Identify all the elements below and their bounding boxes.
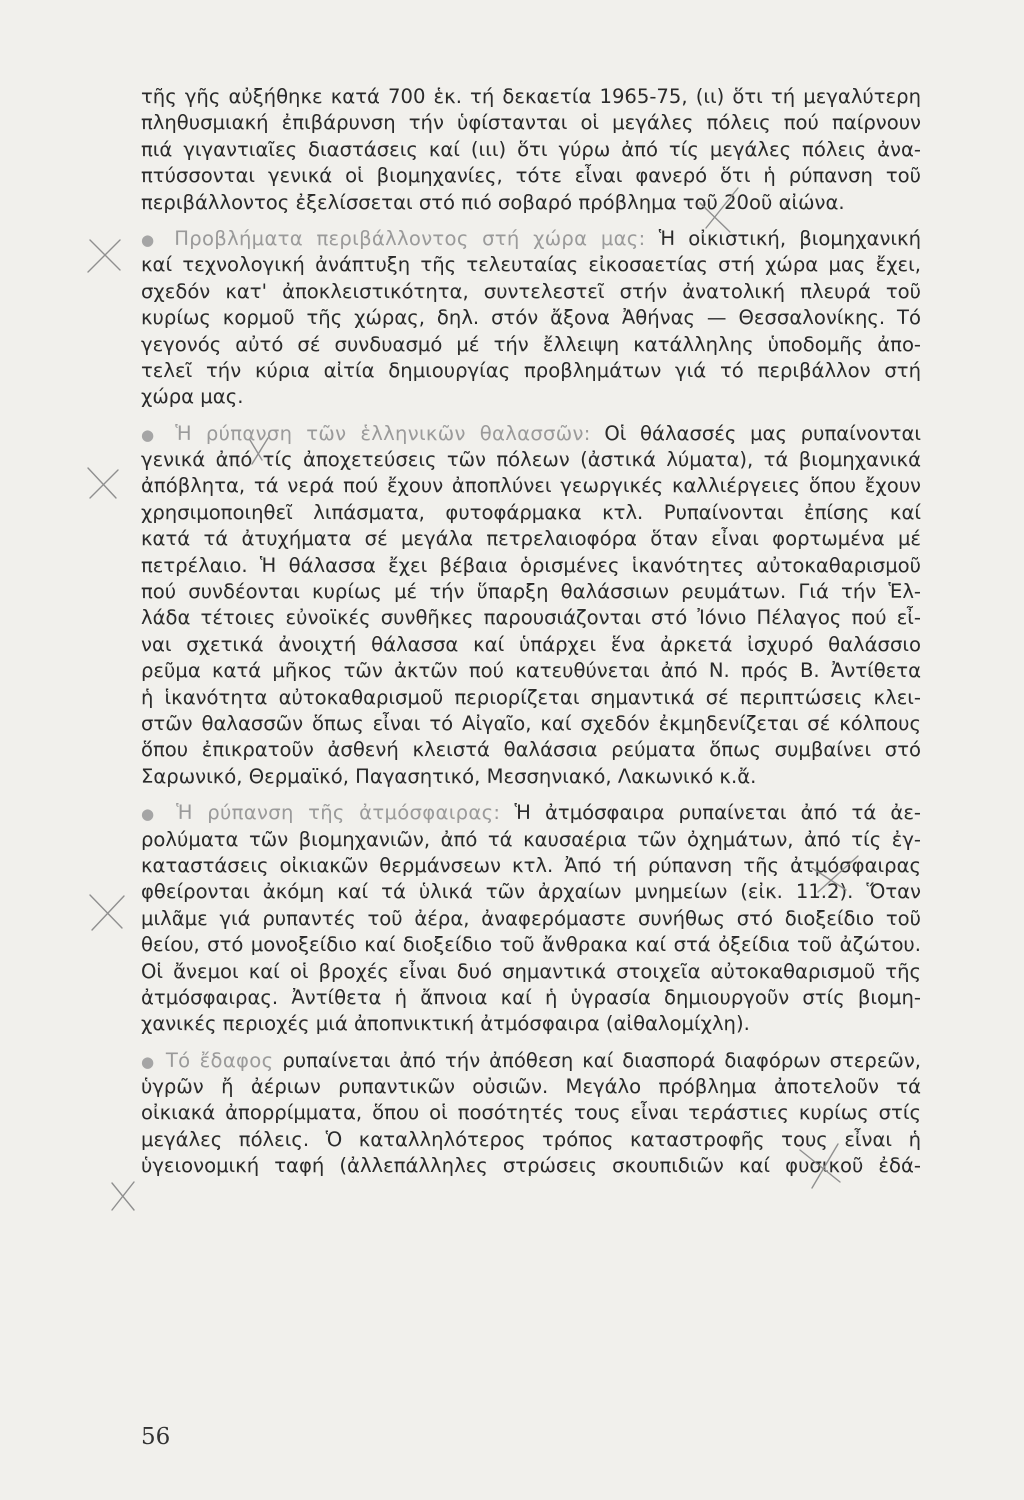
text-run: Οἱ θάλασσές μας ρυπαίνονται — [604, 421, 922, 445]
text-line: μεγάλες πόλεις. Ὁ καταλληλότερος τρόπος καταστροφῆς τους εἶναι ἡ — [141, 1127, 921, 1151]
text-line: πτύσσονται γενικά οἱ βιομηχανίες, τότε εἶναι φανερό ὅτι ἡ ρύπανση τοῦ — [141, 164, 921, 188]
text-line: πιά γιγαντιαῖες διαστάσεις καί (ιιι) ὅτι γύρω ἀπό τίς μεγάλες πόλεις ἀνα- — [141, 137, 921, 161]
section-heading: Τό ἔδαφος — [165, 1048, 274, 1072]
text-line: ἀπόβλητα, τά νερά πού ἔχουν ἀποπλύνει γεωργικές καλλιέργειες ὅπου ἔχουν — [141, 474, 921, 498]
text-run: ρυπαίνεται ἀπό τήν ἀπόθεση καί διασπορά διαφόρων στερεῶν, — [282, 1048, 922, 1072]
section-first-line — [141, 421, 921, 447]
text-line: μιλᾶμε γιά ρυπαντές τοῦ ἀέρα, ἀναφερόμαστε συνήθως στό διοξείδιο τοῦ — [141, 906, 921, 930]
text-line: ναι σχετικά ἀνοιχτή θάλασσα καί ὑπάρχει ἕνα ἀρκετά ἰσχυρό θαλάσσιο — [141, 632, 921, 656]
text-line: πληθυσμιακή ἐπιβάρυνση τήν ὑφίστανται οἱ μεγάλες πόλεις πού παίρνουν — [141, 111, 921, 135]
text-line: τῆς γῆς αὐξήθηκε κατά 700 ἑκ. τή δεκαετία 1965-75, (ιι) ὅτι τή μεγαλύτερη — [141, 85, 921, 108]
text-line: ρολύματα τῶν βιομηχανιῶν, ἀπό τά καυσαέρια τῶν ὀχημάτων, ἀπό τίς ἐγ- — [141, 827, 921, 851]
text-line: κυρίως κορμοῦ τῆς χώρας, δηλ. στόν ἄξονα Ἀθήνας — Θεσσαλονίκης. Τό — [141, 306, 921, 330]
text-line: φθείρονται ἀκόμη καί τά ὑλικά τῶν ἀρχαίων μνημείων (εἰκ. 11.2). Ὅταν — [141, 880, 921, 904]
pencil-cross-mark — [90, 895, 124, 930]
section-heading: Προβλήματα περιβάλλοντος στή χώρα μας: — [174, 226, 646, 250]
text-line: πού συνδέονται κυρίως μέ τήν ὕπαρξη θαλάσσιων ρευμάτων. Γιά τήν Ἑλ- — [141, 580, 921, 604]
text-run: Ἡ ἀτμόσφαιρα ρυπαίνεται ἀπό τά ἀε- — [514, 801, 921, 825]
text-line: περιβάλλοντος ἐξελίσσεται στό πιό σοβαρό πρόβλημα τοῦ 20οῦ αἰώνα. — [141, 190, 845, 214]
text-line: ἡ ἱκανότητα αὐτοκαθαρισμοῦ περιορίζεται σημαντικά σέ περιπτώσεις κλει- — [141, 685, 921, 709]
bullet-icon: ● — [141, 425, 162, 444]
text-line: ὅπου ἐπικρατοῦν ἀσθενή κλειστά θαλάσσια ρεύματα ὅπως συμβαίνει στό — [141, 738, 921, 762]
section-heading: Ἡ ρύπανση τῆς ἀτμόσφαιρας: — [176, 801, 501, 825]
text-line: καταστάσεις οἰκιακῶν θερμάνσεων κτλ. Ἀπό τή ρύπανση τῆς ἀτμόσφαιρας — [141, 853, 921, 877]
text-line: χρησιμοποιηθεῖ λιπάσματα, φυτοφάρμακα κτλ. Ρυπαίνονται ἐπίσης καί — [141, 500, 921, 524]
text-line: γενικά ἀπό τίς ἀποχετεύσεις τῶν πόλεων (ἀστικά λύματα), τά βιομηχανικά — [141, 448, 921, 472]
text-line: ὑγρῶν ἤ ἀέριων ρυπαντικῶν οὐσιῶν. Μεγάλο πρόβλημα ἀποτελοῦν τά — [141, 1075, 921, 1099]
text-line: στῶν θαλασσῶν ὅπως εἶναι τό Αἰγαῖο, καί σχεδόν ἐκμηδενίζεται σέ κόλπους — [141, 711, 921, 735]
text-line: καί τεχνολογική ἀνάπτυξη τῆς τελευταίας εἰκοσαετίας στή χώρα μας ἔχει, — [141, 253, 921, 277]
text-line: κατά τά ἀτυχήματα σέ μεγάλα πετρελαιοφόρα ὅταν εἶναι φορτωμένα μέ — [141, 527, 921, 551]
section-air-pollution — [141, 800, 921, 1038]
pencil-cross-mark — [88, 468, 118, 498]
section-first-line — [141, 1048, 921, 1074]
section-environment-problems — [141, 226, 921, 411]
text-line: ἀτμόσφαιρας. Ἀντίθετα ἡ ἄπνοια καί ἡ ὑγρασία δημιουργοῦν στίς βιομη- — [141, 985, 921, 1009]
section-first-line — [141, 800, 921, 826]
bullet-icon: ● — [141, 230, 162, 249]
text-line: τελεῖ τήν κύρια αἰτία δημιουργίας προβλημάτων γιά τό περιβάλλον στή — [141, 358, 921, 382]
body-text — [141, 84, 921, 1180]
bullet-icon: ● — [141, 805, 163, 824]
text-line: θείου, στό μονοξείδιο καί διοξείδιο τοῦ ἄνθρακα καί στά ὀξείδια τοῦ ἀζώτου. — [141, 933, 921, 957]
page-number: 56 — [141, 1424, 171, 1450]
section-sea-pollution — [141, 421, 921, 790]
text-line: οἰκιακά ἀπορρίμματα, ὅπου οἱ ποσότητές τους εἶναι τεράστιες κυρίως στίς — [141, 1101, 921, 1125]
text-line: λάδα τέτοιες εὐνοϊκές συνθῆκες παρουσιάζονται στό Ἰόνιο Πέλαγος πού εἶ- — [141, 606, 921, 630]
text-line: γεγονός αὐτό σέ συνδυασμό μέ τήν ἔλλειψη κατάλληλης ὑποδομῆς ἀπο- — [141, 332, 921, 356]
section-heading: Ἡ ρύπανση τῶν ἑλληνικῶν θαλασσῶν: — [175, 421, 591, 445]
text-run: Ἡ οἰκιστική, βιομηχανική — [658, 226, 922, 250]
bullet-icon: ● — [141, 1052, 157, 1071]
section-first-line — [141, 226, 921, 252]
text-line: ρεῦμα κατά μῆκος τῶν ἀκτῶν πού κατευθύνεται ἀπό Ν. πρός Β. Ἀντίθετα — [141, 659, 921, 683]
text-line: Σαρωνικό, Θερμαϊκό, Παγασητικό, Μεσσηνιακό, Λακωνικό κ.ἄ. — [141, 764, 757, 788]
pencil-cross-mark — [112, 1182, 134, 1210]
section-soil-pollution — [141, 1048, 921, 1180]
pencil-cross-mark — [88, 240, 120, 272]
text-line: χώρα μας. — [141, 385, 244, 409]
text-line: πετρέλαιο. Ἡ θάλασσα ἔχει βέβαια ὁρισμένες ἱκανότητες αὐτοκαθαρισμοῦ — [141, 553, 921, 577]
text-line: ὑγειονομική ταφή (ἀλλεπάλληλες στρώσεις σκουπιδιῶν καί φυσικοῦ ἐδά- — [141, 1154, 921, 1178]
intro-paragraph — [141, 84, 921, 216]
text-line: Οἱ ἄνεμοι καί οἱ βροχές εἶναι δυό σημαντικά στοιχεῖα αὐτοκαθαρισμοῦ τῆς — [141, 959, 921, 983]
text-line: χανικές περιοχές μιά ἀποπνικτική ἀτμόσφαιρα (αἰθαλομίχλη). — [141, 1012, 750, 1036]
text-line: σχεδόν κατ' ἀποκλειστικότητα, συντελεστεῖ στήν ἀνατολική πλευρά τοῦ — [141, 279, 921, 303]
